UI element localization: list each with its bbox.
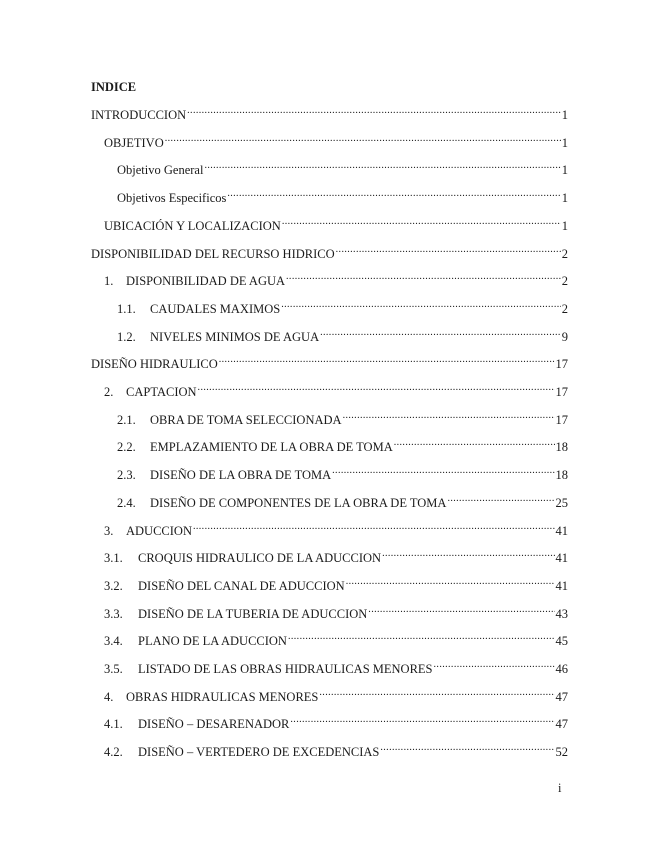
toc-entry-number: 1.1. (117, 301, 136, 316)
toc-entry-page: 2 (561, 301, 568, 316)
toc-dot-leader (198, 378, 555, 396)
toc-entry-number: 4. (104, 689, 114, 704)
toc-entry[interactable] (117, 323, 568, 344)
toc-entry[interactable] (91, 350, 568, 372)
toc-entry-number: 1.2. (117, 329, 136, 344)
toc-dot-leader (394, 433, 555, 451)
toc-dot-leader (281, 295, 561, 313)
toc-entry-page: 17 (555, 385, 568, 399)
toc-entry-title: DISEÑO – VERTEDERO DE EXCEDENCIAS (138, 745, 380, 760)
toc-entry[interactable] (117, 156, 568, 178)
toc-entry-title: EMPLAZAMIENTO DE LA OBRA DE TOMA (150, 440, 393, 455)
toc-dot-leader (343, 406, 555, 424)
toc-entry[interactable] (104, 683, 568, 704)
toc-dot-leader (204, 156, 560, 174)
page-number: i (558, 781, 562, 795)
toc-entry-page: 47 (555, 689, 568, 704)
toc-entry[interactable] (91, 240, 568, 261)
toc-dot-leader (382, 544, 554, 562)
toc-entry-page: 1 (561, 218, 568, 233)
toc-dot-leader (282, 212, 561, 230)
toc-entry[interactable] (104, 655, 568, 676)
toc-dot-leader (187, 101, 561, 119)
page-title: INDICE (91, 80, 137, 94)
toc-entry-number: 3.1. (104, 551, 123, 566)
toc-entry-page: 9 (561, 329, 568, 344)
toc-dot-leader (165, 129, 561, 147)
toc-entry-page: 47 (555, 717, 568, 732)
toc-entry-title: OBJETIVO (104, 135, 164, 150)
toc-dot-leader (320, 323, 561, 341)
toc-entry[interactable] (104, 544, 568, 566)
toc-entry-title: UBICACIÓN Y LOCALIZACION (104, 218, 281, 233)
toc-entry-title: OBRAS HIDRAULICAS MENORES (126, 689, 319, 704)
toc-entry-page: 41 (555, 578, 568, 593)
toc-entry[interactable] (104, 738, 568, 760)
toc-entry-title: DISEÑO DE LA OBRA DE TOMA (150, 468, 332, 483)
toc-dot-leader (447, 489, 554, 507)
toc-entry-title: DISPONIBILIDAD DE AGUA (126, 274, 286, 289)
toc-entry-title: NIVELES MINIMOS DE AGUA (150, 329, 320, 344)
toc-dot-leader (288, 627, 555, 645)
toc-entry-page: 1 (561, 135, 568, 150)
toc-dot-leader (219, 350, 555, 368)
toc-dot-leader (336, 240, 561, 258)
toc-dot-leader (346, 572, 555, 590)
toc-dot-leader (227, 184, 560, 202)
toc-dot-leader (286, 267, 561, 285)
toc-entry-number: 1. (104, 274, 114, 289)
toc-dot-leader (319, 683, 554, 701)
toc-entry-title: DISEÑO DE LA TUBERIA DE ADUCCION (138, 606, 368, 621)
toc-entry-title: PLANO DE LA ADUCCION (138, 634, 287, 649)
toc-entry-number: 2.3. (117, 468, 136, 483)
toc-entry[interactable] (104, 600, 568, 621)
toc-entry[interactable] (104, 212, 568, 233)
toc-entry-title: LISTADO DE LAS OBRAS HIDRAULICAS MENORES (138, 662, 433, 676)
toc-entry[interactable] (104, 572, 568, 593)
toc-dot-leader (290, 710, 554, 728)
toc-entry-page: 2 (561, 274, 568, 289)
toc-entry-title: DISEÑO DE COMPONENTES DE LA OBRA DE TOMA (150, 495, 447, 510)
toc-entry-page: 17 (555, 412, 568, 427)
toc-entry-number: 4.1. (104, 717, 123, 732)
toc-entry-number: 3. (104, 523, 114, 538)
toc-entry[interactable] (117, 406, 568, 427)
toc-entry-page: 18 (555, 440, 568, 455)
toc-entry-title: DISEÑO DEL CANAL DE ADUCCION (138, 578, 345, 593)
toc-entry-page: 41 (555, 551, 568, 566)
toc-entry[interactable] (117, 184, 568, 206)
toc-entry-page: 18 (555, 468, 568, 483)
toc-entry-page: 52 (555, 745, 568, 760)
toc-entry-title: DISEÑO – DESARENADOR (138, 717, 290, 732)
toc-entry-number: 2. (104, 385, 114, 399)
toc-dot-leader (434, 655, 555, 673)
toc-entry-page: 46 (555, 662, 568, 676)
toc-entry-page: 1 (561, 108, 568, 122)
toc-entry[interactable] (91, 101, 568, 122)
toc-entry-page: 17 (555, 357, 568, 372)
toc-entry-number: 2.2. (117, 440, 136, 455)
toc-entry-number: 3.4. (104, 634, 123, 649)
toc-entry-page: 1 (561, 191, 568, 206)
toc-entry[interactable] (104, 710, 568, 732)
toc-entry-number: 2.4. (117, 495, 136, 510)
toc-entry[interactable] (104, 378, 568, 399)
toc-entry[interactable] (117, 489, 568, 510)
toc-dot-leader (332, 461, 554, 479)
toc-entry-title: Objetivos Especificos (117, 191, 227, 206)
toc-entry[interactable] (104, 267, 568, 289)
toc-entry-page: 1 (561, 163, 568, 178)
toc-entry-title: CROQUIS HIDRAULICO DE LA ADUCCION (138, 551, 382, 566)
toc-entry-title: ADUCCION (126, 523, 192, 538)
toc-entry-title: OBRA DE TOMA SELECCIONADA (150, 412, 342, 427)
toc-entry[interactable] (104, 627, 568, 649)
toc-entry-title: CAUDALES MAXIMOS (150, 301, 281, 316)
toc-entry-title: DISPONIBILIDAD DEL RECURSO HIDRICO (91, 246, 335, 261)
toc-entry[interactable] (117, 461, 568, 483)
toc-dot-leader (368, 600, 554, 618)
toc-entry-number: 4.2. (104, 745, 123, 760)
toc-entry-title: INTRODUCCION (91, 108, 187, 122)
toc-entry-number: 2.1. (117, 412, 136, 427)
toc-dot-leader (380, 738, 554, 756)
toc-entry-page: 2 (561, 246, 568, 261)
toc-entry-number: 3.2. (104, 578, 123, 593)
toc-entry-page: 41 (555, 523, 568, 538)
toc-entry[interactable] (104, 517, 568, 538)
toc-entry-page: 25 (555, 495, 568, 510)
toc-entry-title: DISEÑO HIDRAULICO (91, 357, 218, 372)
toc-entry[interactable] (104, 129, 568, 150)
toc-entry[interactable] (117, 295, 568, 316)
toc-entry-number: 3.5. (104, 662, 123, 676)
toc-entry-page: 45 (555, 634, 568, 649)
toc-entry[interactable] (117, 433, 568, 455)
toc-entry-title: Objetivo General (117, 163, 204, 178)
toc-dot-leader (193, 517, 555, 535)
toc-entry-number: 3.3. (104, 606, 123, 621)
toc-entry-title: CAPTACION (126, 385, 197, 399)
toc-entry-page: 43 (555, 606, 568, 621)
